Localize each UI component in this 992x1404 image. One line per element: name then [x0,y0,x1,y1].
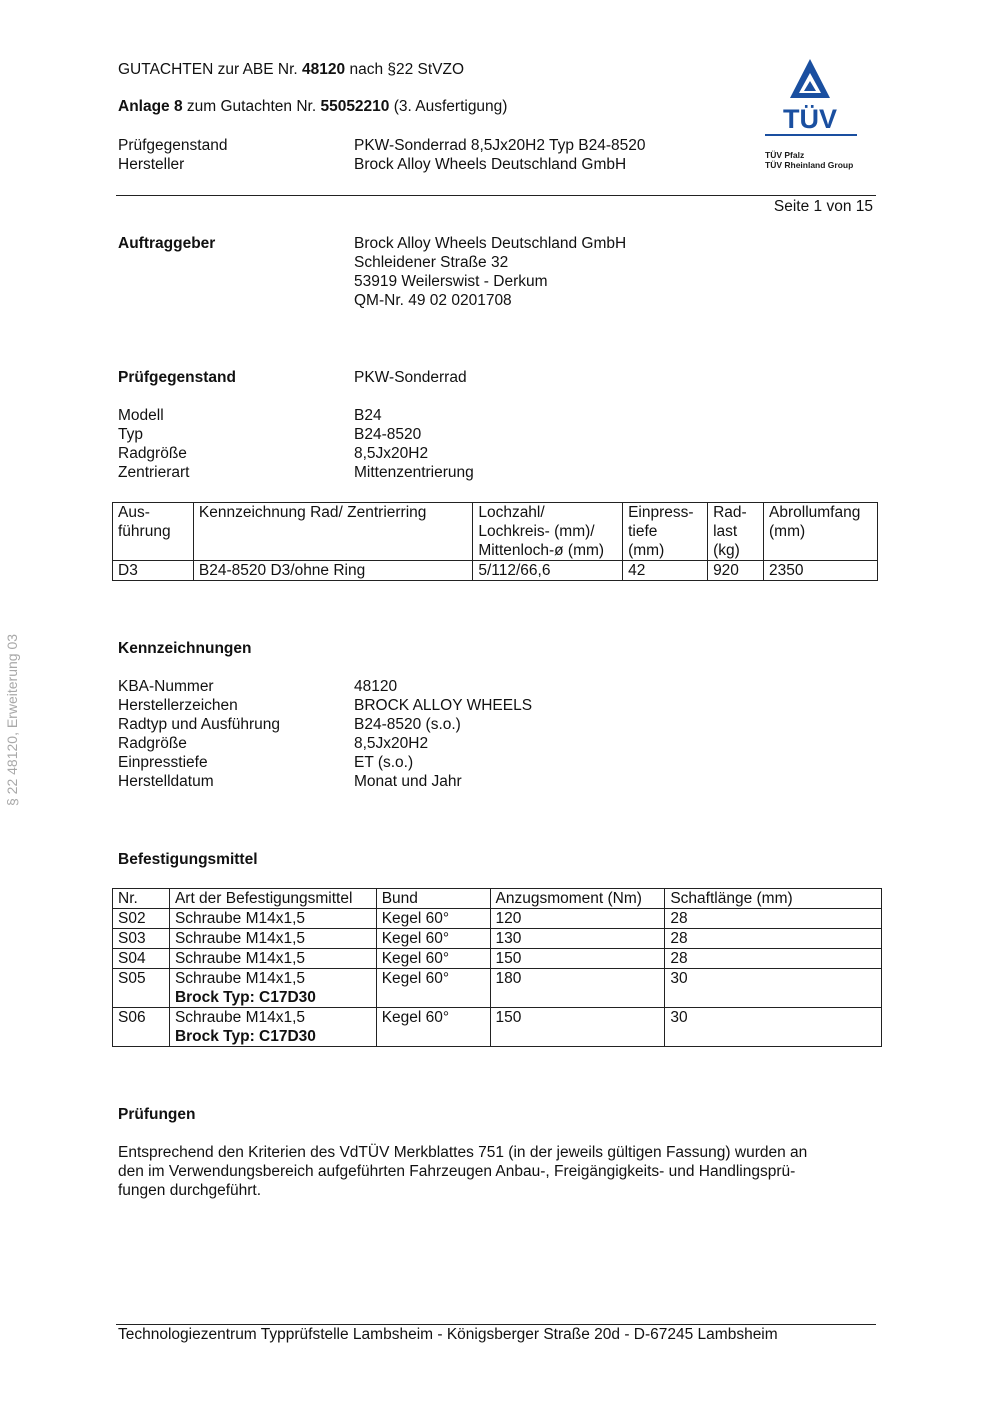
wheel-cell-abrollumfang: 2350 [764,561,878,581]
pruefgegenstand-values: B24 B24-8520 8,5Jx20H2 Mittenzentrierung [354,407,474,481]
wheel-spec-table [112,502,878,581]
cell-nr: S02 [113,909,170,929]
kennzeichnungen-heading: Kennzeichnungen [118,640,252,657]
table-row [113,909,882,929]
header-rule [116,195,876,196]
wheel-header-einpresstiefe: Einpress- tiefe (mm) [623,503,708,561]
befestigung-header-row [113,889,882,909]
wheel-cell-ausfuehrung: D3 [113,561,194,581]
table-row [113,561,878,581]
table-row [113,949,882,969]
cell-schaft: 28 [665,949,882,969]
wheel-cell-radlast: 920 [708,561,764,581]
befestigung-header-art: Art der Befestigungsmittel [169,889,376,909]
befestigung-header-bund: Bund [376,889,490,909]
pruefungen-paragraph: Entsprechend den Kriterien des VdTÜV Merkblattes 751 (in der jeweils gültigen Fassung) wurden an den im Verwendungsbereich aufgeführten Fahrzeugen Anbau-, Freigängigkeits- und Handlingsprü- fungen durchgeführt. [118,1144,808,1199]
wheel-header-ausfuehrung: Aus- führung [113,503,194,561]
header-pruef-value: PKW-Sonderrad 8,5Jx20H2 Typ B24-8520 [354,137,646,154]
kennzeichnungen-values: 48120 BROCK ALLOY WHEELS B24-8520 (s.o.) 8,5Jx20H2 ET (s.o.) Monat und Jahr [354,678,533,790]
cell-bund: Kegel 60° [376,969,490,1008]
table-row [113,969,882,1008]
gutachten-title: GUTACHTEN zur ABE Nr. 48120 nach §22 StVZO [118,61,465,78]
cell-nr: S03 [113,929,170,949]
cell-schaft: 30 [665,1008,882,1047]
cell-bund: Kegel 60° [376,929,490,949]
table-row [113,929,882,949]
auftraggeber-address: Brock Alloy Wheels Deutschland GmbH Schleidener Straße 32 53919 Weilerswist - Derkum QM-Nr. 49 02 0201708 [354,235,627,309]
befestigung-heading: Befestigungsmittel [118,851,258,868]
cell-bund: Kegel 60° [376,949,490,969]
header-pruef-label: Prüfgegenstand [118,137,228,154]
pruefgegenstand-value: PKW-Sonderrad [354,369,467,386]
cell-moment: 130 [490,929,665,949]
wheel-cell-kennzeichnung: B24-8520 D3/ohne Ring [193,561,472,581]
cell-moment: 180 [490,969,665,1008]
wheel-header-radlast: Rad- last (kg) [708,503,764,561]
befestigung-header-nr: Nr. [113,889,170,909]
cell-art: Schraube M14x1,5 Brock Typ: C17D30 [169,969,376,1008]
cell-moment: 150 [490,1008,665,1047]
cell-schaft: 28 [665,909,882,929]
cell-schaft: 30 [665,969,882,1008]
cell-moment: 120 [490,909,665,929]
cell-nr: S05 [113,969,170,1008]
page-number: Seite 1 von 15 [773,198,873,215]
befestigung-table [112,888,882,1047]
befestigung-header-moment: Anzugsmoment (Nm) [490,889,665,909]
header-hersteller-label: Hersteller [118,156,185,173]
logo-brand-text: TÜV [783,104,837,134]
cell-moment: 150 [490,949,665,969]
anlage-line: Anlage 8 zum Gutachten Nr. 55052210 (3. Ausfertigung) [118,98,508,115]
cell-nr: S04 [113,949,170,969]
pruefgegenstand-labels: Modell Typ Radgröße Zentrierart [118,407,190,481]
cell-art: Schraube M14x1,5 [169,909,376,929]
wheel-header-lochzahl: Lochzahl/ Lochkreis- (mm)/ Mittenloch-ø (mm) [473,503,623,561]
wheel-header-abrollumfang: Abrollumfang (mm) [764,503,878,561]
footer-address: Technologiezentrum Typprüfstelle Lambsheim - Königsberger Straße 20d - D-67245 Lambsheim [118,1326,778,1343]
auftraggeber-heading: Auftraggeber [118,235,216,252]
wheel-table-header-row [113,503,878,561]
cell-art: Schraube M14x1,5 Brock Typ: C17D30 [169,1008,376,1047]
cell-art: Schraube M14x1,5 [169,929,376,949]
cell-nr: S06 [113,1008,170,1047]
pruefgegenstand-heading: Prüfgegenstand [118,369,236,386]
wheel-cell-einpresstiefe: 42 [623,561,708,581]
sidebar-reference: § 22 48120, Erweiterung 03 [4,633,20,806]
pruefungen-heading: Prüfungen [118,1106,196,1123]
wheel-cell-lochzahl: 5/112/66,6 [473,561,623,581]
cell-bund: Kegel 60° [376,1008,490,1047]
logo-subtext: TÜV Pfalz TÜV Rheinland Group [765,150,854,170]
kennzeichnungen-labels: KBA-Nummer Herstellerzeichen Radtyp und Ausführung Radgröße Einpresstiefe Herstelldatum [118,678,281,790]
wheel-header-kennzeichnung: Kennzeichnung Rad/ Zentrierring [193,503,472,561]
header-hersteller-value: Brock Alloy Wheels Deutschland GmbH [354,156,627,173]
befestigung-header-schaft: Schaftlänge (mm) [665,889,882,909]
cell-bund: Kegel 60° [376,909,490,929]
cell-schaft: 28 [665,929,882,949]
table-row [113,1008,882,1047]
cell-art: Schraube M14x1,5 [169,949,376,969]
